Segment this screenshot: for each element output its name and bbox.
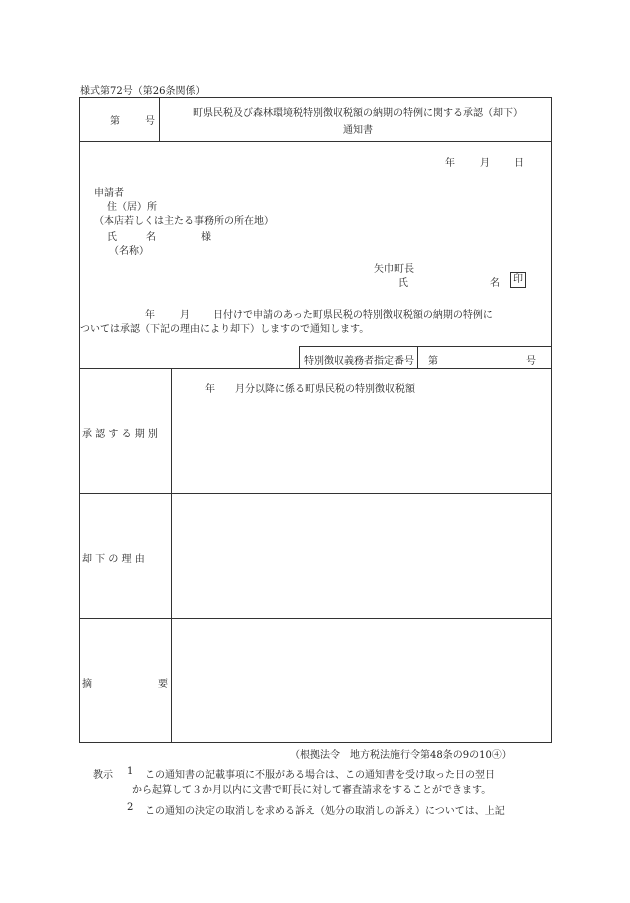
applicant-name-2: 名 — [146, 232, 156, 243]
summary-label-1: 摘 — [82, 679, 92, 690]
designation-dai: 第 — [428, 356, 438, 367]
form-number: 様式第72号（第26条関係） — [80, 86, 206, 97]
date-year: 年 — [445, 158, 455, 169]
designation-top-line — [299, 346, 552, 347]
designation-label: 特別徴収義務者指定番号 — [304, 356, 414, 367]
body-line2: ついては承認（下記の理由により却下）しますので通知します。 — [80, 324, 370, 335]
body-month: 月 — [180, 310, 190, 321]
lower-table-top — [79, 368, 552, 369]
issuer-name-2: 名 — [490, 278, 500, 289]
applicant-address-note: （本店若しくは主たる事務所の所在地） — [94, 216, 274, 227]
notice-item1-line2: から起算して３か月以内に文書で町長に対して審査請求をすることができます。 — [132, 785, 492, 796]
designation-left-line — [299, 346, 300, 368]
notice-label: 教示 — [93, 770, 113, 781]
reject-reason-label: 却 下 の 理 由 — [82, 554, 145, 565]
notice-item1-no: 1 — [127, 766, 134, 777]
notice-item2-line1: この通知の決定の取消しを求める訴え（処分の取消しの訴え）については、上記 — [145, 806, 505, 817]
applicant-name-note: （名称） — [109, 246, 149, 257]
row-divider-2 — [79, 618, 552, 619]
form-title-line2: 通知書 — [343, 125, 373, 136]
designation-mid-line — [417, 346, 418, 368]
lower-label-divider — [171, 368, 172, 743]
applicant-label: 申請者 — [94, 188, 124, 199]
approval-year: 年 — [205, 384, 215, 395]
date-month: 月 — [480, 158, 490, 169]
approval-label: 承 認 す る 期 別 — [82, 429, 158, 440]
form-title — [168, 104, 548, 136]
form-title-line1: 町県民税及び森林環境税特別徴収税額の納期の特例に関する承認（却下） — [193, 108, 523, 119]
header-go: 号 — [145, 116, 155, 127]
seal-mark: 印 — [510, 272, 526, 288]
approval-month-text: 月分以降に係る町県民税の特別徴収税額 — [235, 384, 415, 395]
applicant-name-1: 氏 — [107, 232, 117, 243]
notice-item2-no: 2 — [127, 802, 134, 813]
body-year: 年 — [145, 310, 155, 321]
applicant-address: 住（居）所 — [107, 202, 157, 213]
body-line1: 日付けで申請のあった町県民税の特別徴収税額の納期の特例に — [213, 310, 493, 321]
date-day: 日 — [514, 158, 524, 169]
form-frame — [79, 97, 552, 743]
designation-go: 号 — [526, 356, 536, 367]
header-divider — [79, 141, 552, 142]
header-number-divider — [159, 97, 160, 141]
row-divider-1 — [79, 493, 552, 494]
issuer-name-1: 氏 — [398, 278, 408, 289]
legal-basis: （根拠法令 地方税法施行令第48条の9の10④） — [290, 750, 512, 761]
header-dai: 第 — [110, 116, 120, 127]
notice-item1-line1: この通知書の記載事項に不服がある場合は、この通知書を受け取った日の翌日 — [145, 770, 495, 781]
summary-label-2: 要 — [158, 679, 168, 690]
issuer-office: 矢巾町長 — [374, 264, 414, 275]
applicant-sama: 様 — [201, 232, 211, 243]
